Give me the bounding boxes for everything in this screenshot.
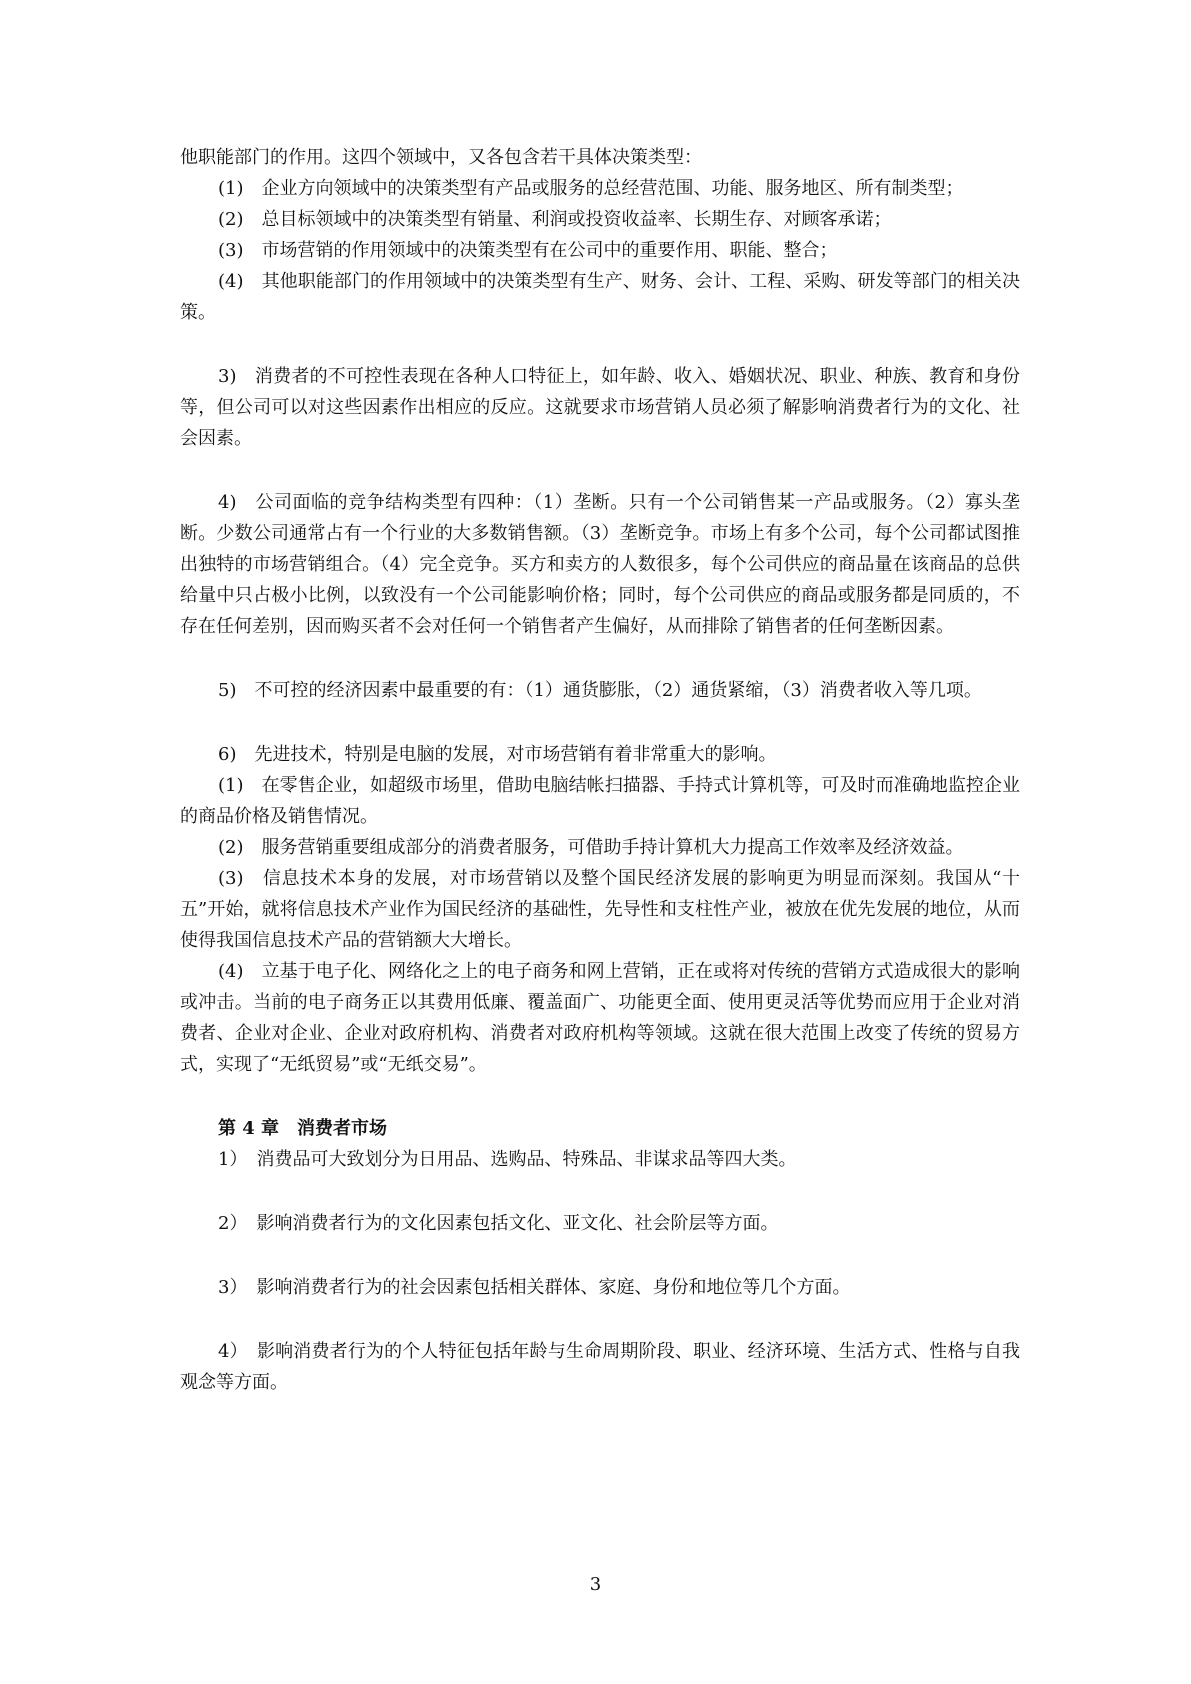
document-body	[180, 142, 1020, 1398]
paragraph-technology: 6) 先进技术，特别是电脑的发展，对市场营销有着非常重大的影响。	[218, 744, 777, 765]
list-item: 3） 影响消费者行为的社会因素包括相关群体、家庭、身份和地位等几个方面。	[218, 1277, 851, 1298]
list-item: (3) 市场营销的作用领域中的决策类型有在公司中的重要作用、职能、整合；	[218, 240, 838, 261]
page-number: 3	[589, 1574, 602, 1595]
list-item: (3) 信息技术本身的发展，对市场营销以及整个国民经济发展的影响更为明显而深刻。我国从“十五”开始，就将信息技术产业作为国民经济的基础性，先导性和支柱性产业，被放在优先发展的地位，从而使得我国信息技术产品的营销额大大增长。	[180, 868, 1020, 951]
paragraph-economic-factors: 5) 不可控的经济因素中最重要的有：（1）通货膨胀，（2）通货紧缩，（3）消费者收入等几项。	[218, 680, 982, 701]
spacer	[180, 1080, 1020, 1113]
list-item: (1) 在零售企业，如超级市场里，借助电脑结帐扫描器、手持式计算机等，可及时而准确地监控企业的商品价格及销售情况。	[180, 775, 1020, 827]
chapter-heading: 第 4 章 消费者市场	[218, 1118, 388, 1139]
list-item: (2) 总目标领域中的决策类型有销量、利润或投资收益率、长期生存、对顾客承诺；	[218, 209, 892, 230]
list-item: 4） 影响消费者行为的个人特征包括年龄与生命周期阶段、职业、经济环境、生活方式、性格与自我观念等方面。	[180, 1341, 1020, 1393]
spacer	[180, 706, 1020, 739]
list-item: (1) 企业方向领域中的决策类型有产品或服务的总经营范围、功能、服务地区、所有制类型；	[218, 178, 964, 199]
spacer	[180, 328, 1020, 361]
list-item: 1） 消费品可大致划分为日用品、选购品、特殊品、非谋求品等四大类。	[218, 1149, 797, 1170]
spacer	[180, 1303, 1020, 1336]
paragraph-consumer-uncontrollability: 3) 消费者的不可控性表现在各种人口特征上，如年龄、收入、婚姻状况、职业、种族、教育和身份等，但公司可以对这些因素作出相应的反应。这就要求市场营销人员必须了解影响消费者行为的文化、社会因素。	[180, 366, 1020, 449]
spacer	[180, 1175, 1020, 1208]
list-item: (2) 服务营销重要组成部分的消费者服务，可借助手持计算机大力提高工作效率及经济效益。	[218, 837, 964, 858]
spacer	[180, 1239, 1020, 1272]
paragraph-competition-structures: 4) 公司面临的竞争结构类型有四种：（1）垄断。只有一个公司销售某一产品或服务。（2）寡头垄断。少数公司通常占有一个行业的大多数销售额。（3）垄断竞争。市场上有多个公司，每个公司都试图推出独特的市场营销组合。（4）完全竞争。买方和卖方的人数很多，每个公司供应的商品量在该商品的总供给量中只占极小比例，以致没有一个公司能影响价格；同时，每个公司供应的商品或服务都是同质的，不存在任何差别，因而购买者不会对任何一个销售者产生偏好，从而排除了销售者的任何垄断因素。	[180, 492, 1020, 637]
spacer	[180, 454, 1020, 487]
paragraph-continuation: 他职能部门的作用。这四个领域中，又各包含若干具体决策类型：	[180, 147, 702, 168]
spacer	[180, 642, 1020, 675]
list-item: (4) 立基于电子化、网络化之上的电子商务和网上营销，正在或将对传统的营销方式造成很大的影响或冲击。当前的电子商务正以其费用低廉、覆盖面广、功能更全面、使用更灵活等优势而应用于企业对消费者、企业对企业、企业对政府机构、消费者对政府机构等领域。这就在很大范围上改变了传统的贸易方式，实现了“无纸贸易”或“无纸交易”。	[180, 961, 1020, 1075]
list-item: 2） 影响消费者行为的文化因素包括文化、亚文化、社会阶层等方面。	[218, 1213, 779, 1234]
list-item: (4) 其他职能部门的作用领域中的决策类型有生产、财务、会计、工程、采购、研发等部门的相关决策。	[180, 271, 1020, 323]
